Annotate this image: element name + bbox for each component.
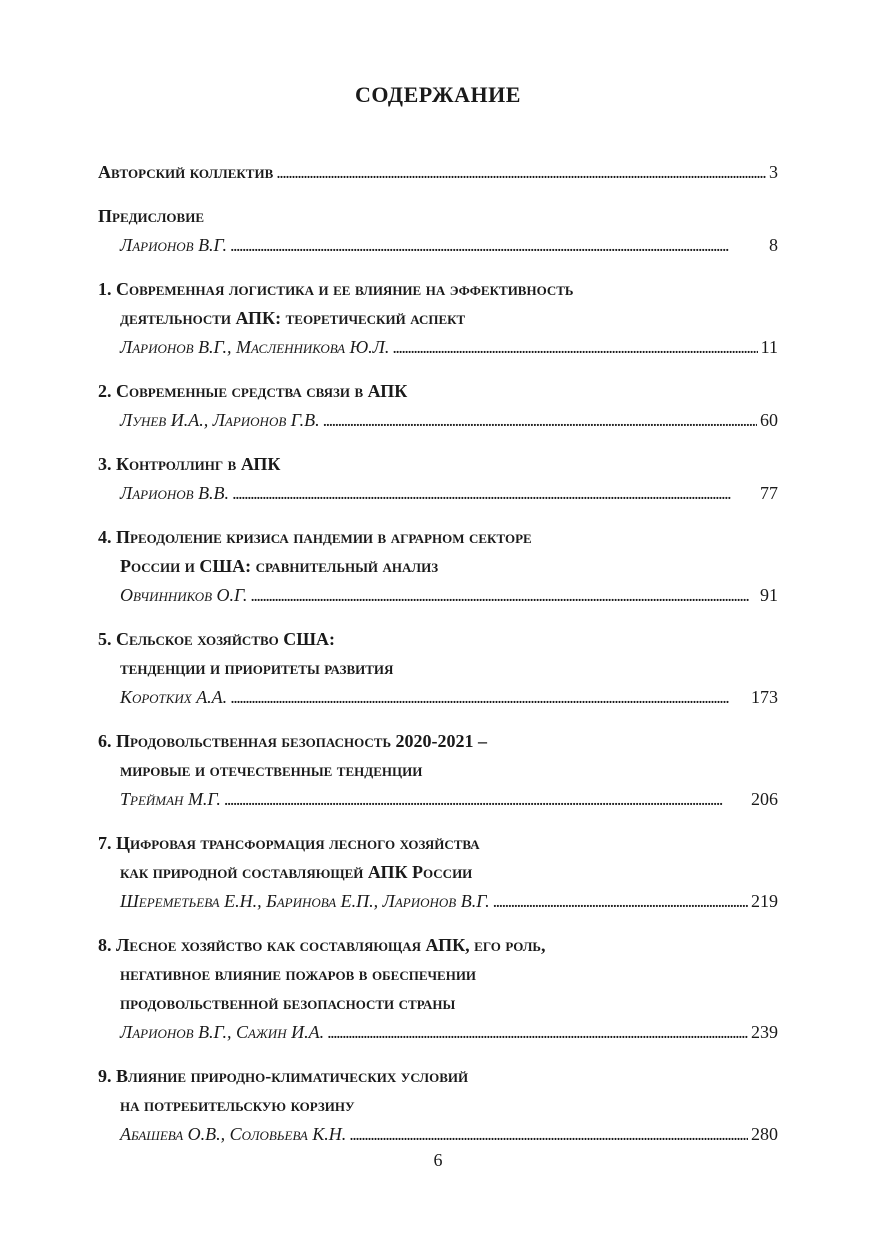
toc-entry[interactable] <box>98 1062 778 1149</box>
toc-entry[interactable] <box>98 377 778 435</box>
toc-entry-title-continued: на потребительскую корзину <box>120 1095 355 1115</box>
toc-entry-title-continued: деятельности АПК: теоретический аспект <box>120 308 466 328</box>
toc-page-number: 3 <box>769 162 778 182</box>
toc-entry[interactable] <box>98 931 778 1047</box>
toc-entry-authors: Ларионов В.Г., Масленникова Ю.Л. <box>120 337 390 357</box>
toc-entry-authors: Ларионов В.Г., Сажин И.А. <box>120 1022 325 1042</box>
toc-entry[interactable] <box>98 727 778 814</box>
dot-leader <box>323 406 757 435</box>
dot-leader <box>230 683 748 712</box>
toc-entry-authors: Трейман М.Г. <box>120 789 221 809</box>
toc-page-number: 8 <box>769 235 778 255</box>
toc-entry[interactable] <box>98 202 778 260</box>
table-of-contents <box>98 158 778 1164</box>
toc-entry-title: 8. Лесное хозяйство как составляющая АПК, его роль, <box>98 935 546 955</box>
page-number: 6 <box>433 1150 443 1170</box>
toc-entry-title: 3. Контроллинг в АПК <box>98 454 281 474</box>
toc-page-number: 60 <box>760 410 778 430</box>
toc-entry-authors: Абашева О.В., Соловьева К.Н. <box>120 1124 347 1144</box>
toc-entry-authors: Лунев И.А., Ларионов Г.В. <box>120 410 320 430</box>
toc-page-number: 239 <box>751 1022 778 1042</box>
toc-entry-title-continued: России и США: сравнительный анализ <box>120 556 439 576</box>
dot-leader <box>224 785 748 814</box>
toc-entry-authors: Коротких А.А. <box>120 687 228 707</box>
toc-entry-title-continued: как природной составляющей АПК России <box>120 862 473 882</box>
dot-leader <box>327 1018 748 1047</box>
toc-entry-title-continued: мировые и отечественные тенденции <box>120 760 423 780</box>
toc-entry-title: 2. Современные средства связи в АПК <box>98 381 408 401</box>
toc-entry-title: 1. Современная логистика и ее влияние на эффективность <box>98 279 574 299</box>
toc-page-number: 11 <box>760 337 778 357</box>
dot-leader <box>392 333 757 362</box>
document-page <box>98 0 778 1240</box>
toc-entry-title: 9. Влияние природно-климатических условий <box>98 1066 469 1086</box>
toc-page-number: 173 <box>751 687 778 707</box>
toc-page-number: 219 <box>751 891 778 911</box>
toc-page-number: 206 <box>751 789 778 809</box>
toc-entry[interactable] <box>98 523 778 610</box>
toc-entry-title: 6. Продовольственная безопасность 2020-2021 – <box>98 731 488 751</box>
toc-entry[interactable] <box>98 625 778 712</box>
dot-leader <box>276 158 766 187</box>
toc-entry-title-continued: негативное влияние пожаров в обеспечении <box>120 964 477 984</box>
dot-leader <box>230 231 766 260</box>
toc-entry-title: Авторский коллектив <box>98 162 274 182</box>
page-title: СОДЕРЖАНИЕ <box>355 82 521 107</box>
toc-page-number: 77 <box>760 483 778 503</box>
toc-page-number: 280 <box>751 1124 778 1144</box>
toc-entry-title-continued: тенденции и приоритеты развития <box>120 658 394 678</box>
toc-entry-title: Предисловие <box>98 206 204 226</box>
toc-entry-title: 5. Сельское хозяйство США: <box>98 629 336 649</box>
toc-entry[interactable] <box>98 275 778 362</box>
toc-entry-authors: Ларионов В.Г. <box>120 235 227 255</box>
toc-entry[interactable] <box>98 450 778 508</box>
toc-entry-authors: Шереметьева Е.Н., Баринова Е.П., Ларионов В.Г. <box>120 891 490 911</box>
toc-page-number: 91 <box>760 585 778 605</box>
dot-leader <box>493 887 748 916</box>
toc-entry-authors: Овчинников О.Г. <box>120 585 248 605</box>
dot-leader <box>250 581 757 610</box>
dot-leader <box>349 1120 748 1149</box>
dot-leader <box>232 479 757 508</box>
toc-entry[interactable] <box>98 829 778 916</box>
toc-entry-title: 4. Преодоление кризиса пандемии в аграрном секторе <box>98 527 532 547</box>
toc-entry-title-continued: продовольственной безопасности страны <box>120 993 456 1013</box>
toc-entry-authors: Ларионов В.В. <box>120 483 230 503</box>
toc-entry-title: 7. Цифровая трансформация лесного хозяйства <box>98 833 480 853</box>
toc-entry[interactable] <box>98 158 778 187</box>
